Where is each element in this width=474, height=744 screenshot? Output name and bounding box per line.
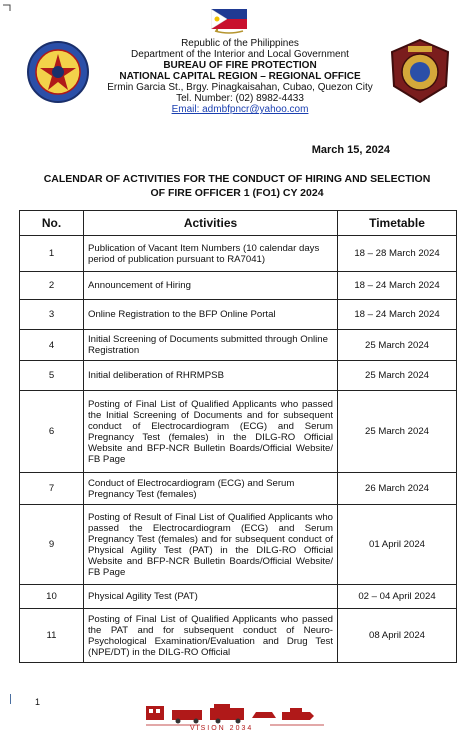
row-no: 6 <box>20 391 84 473</box>
row-no: 2 <box>20 272 84 300</box>
row-no: 5 <box>20 361 84 391</box>
row-activity: Publication of Vacant Item Numbers (10 calendar days period of publication pursuant to RA7041) <box>84 236 338 272</box>
letterhead-text <box>95 38 385 115</box>
table-row <box>20 300 457 330</box>
header-no: No. <box>20 211 84 236</box>
row-activity: Initial deliberation of RHRMPSB <box>84 361 338 391</box>
table-row <box>20 505 457 585</box>
header-activities: Activities <box>84 211 338 236</box>
header-phone: Tel. Number: (02) 8982-4433 <box>176 93 304 104</box>
row-no: 9 <box>20 505 84 585</box>
table-row <box>20 609 457 663</box>
row-timetable: 25 March 2024 <box>338 361 457 391</box>
letterhead <box>0 0 474 130</box>
header-email-link[interactable]: Email: admbfpncr@yahoo.com <box>171 104 309 115</box>
row-activity: Conduct of Electrocardiogram (ECG) and Serum Pregnancy Test (females) <box>84 473 338 505</box>
row-activity: Posting of Final List of Qualified Applicants who passed the Initial Screening of Documents and for subsequent conduct of Electrocardiogram (ECG) and Serum Pregnancy Test (females) in the DILG-RO Official Website and BFP-NCR Bulletin Boards/Official Website/ FB Page <box>84 391 338 473</box>
row-activity: Initial Screening of Documents submitted through Online Registration <box>84 330 338 361</box>
row-no: 4 <box>20 330 84 361</box>
document-date: March 15, 2024 <box>311 144 390 156</box>
title-line-1: CALENDAR OF ACTIVITIES FOR THE CONDUCT OF HIRING AND SELECTION <box>43 173 431 185</box>
row-no: 11 <box>20 609 84 663</box>
row-timetable: 08 April 2024 <box>338 609 457 663</box>
table-row <box>20 391 457 473</box>
row-timetable: 18 – 24 March 2024 <box>338 272 457 300</box>
philippine-flag-icon <box>211 5 247 35</box>
ncr-seal-icon <box>388 38 452 104</box>
row-timetable: 01 April 2024 <box>338 505 457 585</box>
table-row <box>20 272 457 300</box>
header-address: Ermin Garcia St., Brgy. Pinagkaisahan, Cubao, Quezon City <box>107 82 373 93</box>
page-number: 1 <box>35 697 41 707</box>
title-line-2: OF FIRE OFFICER 1 (FO1) CY 2024 <box>150 187 324 199</box>
header-timetable: Timetable <box>338 211 457 236</box>
row-timetable: 02 – 04 April 2024 <box>338 585 457 609</box>
activities-table <box>19 210 457 663</box>
row-no: 1 <box>20 236 84 272</box>
table-row <box>20 330 457 361</box>
document-title <box>30 172 444 200</box>
table-row <box>20 236 457 272</box>
row-activity: Posting of Final List of Qualified Applicants who passed the PAT and for subsequent conduct of Neuro-Psychological Examination/Evaluation and Drug Test (NPE/DT) in the DILG-RO Official <box>84 609 338 663</box>
row-activity: Physical Agility Test (PAT) <box>84 585 338 609</box>
header-department: Department of the Interior and Local Government <box>131 49 349 60</box>
row-timetable: 18 – 24 March 2024 <box>338 300 457 330</box>
header-bureau: BUREAU OF FIRE PROTECTION <box>163 60 317 71</box>
header-country: Republic of the Philippines <box>181 38 299 49</box>
row-timetable: 18 – 28 March 2024 <box>338 236 457 272</box>
row-timetable: 26 March 2024 <box>338 473 457 505</box>
row-timetable: 25 March 2024 <box>338 330 457 361</box>
row-timetable: 25 March 2024 <box>338 391 457 473</box>
table-row <box>20 361 457 391</box>
table-row <box>20 585 457 609</box>
row-activity: Announcement of Hiring <box>84 272 338 300</box>
row-no: 7 <box>20 473 84 505</box>
row-no: 3 <box>20 300 84 330</box>
row-no: 10 <box>20 585 84 609</box>
footer-vision: VISION 2034 <box>190 725 254 732</box>
margin-tick <box>10 694 11 704</box>
table-row <box>20 473 457 505</box>
table-header-row <box>20 211 457 236</box>
row-activity: Posting of Result of Final List of Qualified Applicants who passed the Electrocardiogram (ECG) and Serum Pregnancy Test (females) and for subsequent conduct of Physical Agility Test (PAT) in the DILG-RO Official Website and BFP-NCR Bulletin Boards/Official Website/ FB Page <box>84 505 338 585</box>
bfp-seal-icon <box>26 40 90 104</box>
row-activity: Online Registration to the BFP Online Portal <box>84 300 338 330</box>
header-region: NATIONAL CAPITAL REGION – REGIONAL OFFICE <box>119 71 361 82</box>
